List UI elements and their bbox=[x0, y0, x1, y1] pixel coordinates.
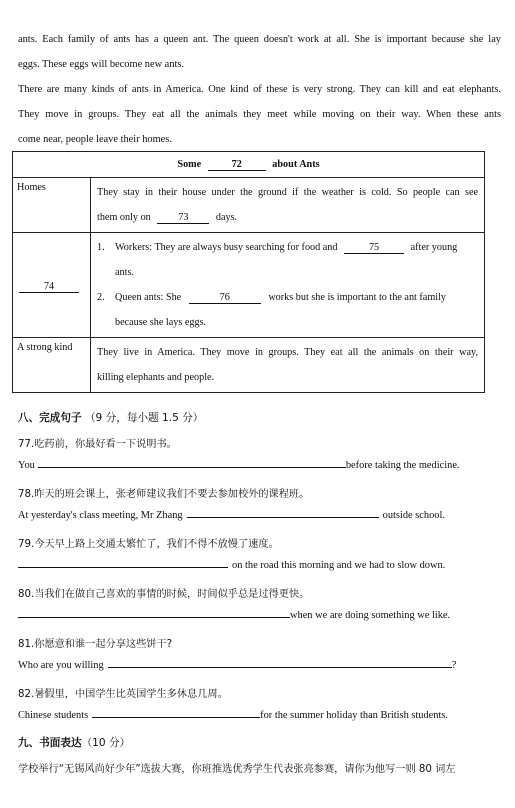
queen-item bbox=[97, 285, 478, 310]
q82-prefix: Chinese students bbox=[18, 710, 89, 721]
q80-suffix: when we are doing something we like. bbox=[290, 610, 451, 621]
blank-72[interactable]: 72 bbox=[208, 159, 266, 171]
q77-english bbox=[18, 460, 460, 471]
queen-text-prefix: Queen ants: She bbox=[115, 292, 182, 303]
q82-chinese: 82.暑假里，中国学生比英国学生多休息几周。 bbox=[18, 689, 228, 700]
homes-text-line-1: They stay in their house under the ground if the weather is cold. So people can see bbox=[97, 187, 478, 198]
q81-prefix: Who are you willing bbox=[18, 660, 104, 671]
q78-english bbox=[18, 510, 445, 521]
workers-text-prefix: Workers: They are always busy searching for food and bbox=[115, 242, 338, 253]
table-title bbox=[13, 152, 485, 178]
row-label-homes: Homes bbox=[13, 178, 91, 233]
blank-75[interactable]: 75 bbox=[344, 242, 404, 254]
section-9-note: （10 分） bbox=[81, 737, 131, 749]
passage-line-3: There are many kinds of ants in America. One kind of these is very strong. They can kill and eat elephants. bbox=[18, 84, 501, 95]
ants-summary-table bbox=[12, 151, 485, 393]
workers-item-text bbox=[115, 235, 478, 260]
passage-line-5: come near, people leave their homes. bbox=[18, 134, 172, 145]
row-label-74 bbox=[13, 233, 91, 338]
row-label-strong-kind: A strong kind bbox=[13, 338, 91, 393]
q78-suffix: outside school. bbox=[382, 510, 445, 521]
workers-item-continued bbox=[97, 260, 478, 285]
q77-prefix: You bbox=[18, 460, 35, 471]
q81-answer-blank[interactable] bbox=[108, 667, 452, 668]
workers-text-suffix: after young bbox=[410, 242, 458, 253]
q77-chinese: 77.吃药前，你最好看一下说明书。 bbox=[18, 439, 177, 450]
table-title-suffix: about Ants bbox=[272, 158, 320, 170]
strong-kind-text-line-2: killing elephants and people. bbox=[97, 372, 215, 383]
workers-text-continued: ants. bbox=[115, 267, 134, 278]
table-row-strong-kind bbox=[13, 338, 485, 393]
queen-item-text bbox=[115, 285, 478, 310]
section-8-title: 八、完成句子 bbox=[18, 412, 82, 424]
strong-kind-text-line-1: They live in America. They move in groups. They eat all the animals on their way, bbox=[97, 347, 478, 358]
q81-english bbox=[18, 660, 456, 671]
workers-item-number: 1. bbox=[97, 242, 105, 253]
row-content-strong-kind bbox=[91, 338, 485, 393]
q82-answer-blank[interactable] bbox=[92, 717, 260, 718]
q78-prefix: At yesterday's class meeting, Mr Zhang bbox=[18, 510, 183, 521]
queen-item-number: 2. bbox=[97, 292, 105, 303]
q81-suffix: ? bbox=[451, 660, 457, 671]
blank-76[interactable]: 76 bbox=[189, 292, 261, 304]
q79-chinese: 79.今天早上路上交通太繁忙了，我们不得不放慢了速度。 bbox=[18, 539, 279, 550]
q79-english bbox=[18, 560, 445, 571]
table-header-row bbox=[13, 152, 485, 178]
blank-73[interactable]: 73 bbox=[157, 212, 209, 224]
section-8-note: （9 分，每小题 1.5 分） bbox=[84, 412, 204, 424]
section-8-heading bbox=[18, 410, 203, 425]
homes-text-prefix: them only on bbox=[97, 212, 151, 223]
section-9-heading bbox=[18, 735, 130, 750]
q77-suffix: before taking the medicine. bbox=[345, 460, 460, 471]
table-row-74 bbox=[13, 233, 485, 338]
q77-answer-blank[interactable] bbox=[38, 467, 346, 468]
q82-english bbox=[18, 710, 448, 721]
homes-text-suffix: days. bbox=[215, 212, 238, 223]
passage-line-4: They move in groups. They eat all the animals they meet while moving on their way. When these ants bbox=[18, 109, 501, 120]
workers-item bbox=[97, 235, 478, 260]
queen-item-continued bbox=[97, 310, 478, 335]
q80-chinese: 80.当我们在做自己喜欢的事情的时候，时间似乎总是过得更快。 bbox=[18, 589, 310, 600]
q82-suffix: for the summer holiday than British students. bbox=[260, 710, 449, 721]
row-content-74 bbox=[91, 233, 485, 338]
q79-answer-blank[interactable] bbox=[18, 567, 228, 568]
passage-line-2: eggs. These eggs will become new ants. bbox=[18, 59, 185, 70]
section-9-prompt: 学校举行“无锡风尚好少年”选拔大赛，你班推选优秀学生代表张亮参赛，请你为他写一则 80 词左 bbox=[18, 764, 456, 775]
section-9-title: 九、书面表达 bbox=[18, 737, 82, 749]
q81-chinese: 81.你愿意和谁一起分享这些饼干? bbox=[18, 639, 173, 650]
q78-chinese: 78.昨天的班会课上，张老师建议我们不要去参加校外的课程班。 bbox=[18, 489, 310, 500]
q80-answer-blank[interactable] bbox=[18, 617, 290, 618]
table-row-homes bbox=[13, 178, 485, 233]
table-title-prefix: Some bbox=[177, 158, 202, 170]
homes-text-line-2 bbox=[97, 205, 478, 230]
blank-74[interactable]: 74 bbox=[19, 281, 79, 293]
queen-text-suffix: works but she is important to the ant family bbox=[268, 292, 447, 303]
q78-answer-blank[interactable] bbox=[187, 517, 379, 518]
q79-suffix: on the road this morning and we had to slow down. bbox=[232, 560, 446, 571]
queen-text-continued: because she lays eggs. bbox=[115, 317, 207, 328]
q80-english bbox=[18, 610, 450, 621]
row-content-homes bbox=[91, 178, 485, 233]
passage-line-1: ants. Each family of ants has a queen ant. The queen doesn't work at all. She is important because she lay bbox=[18, 34, 501, 45]
